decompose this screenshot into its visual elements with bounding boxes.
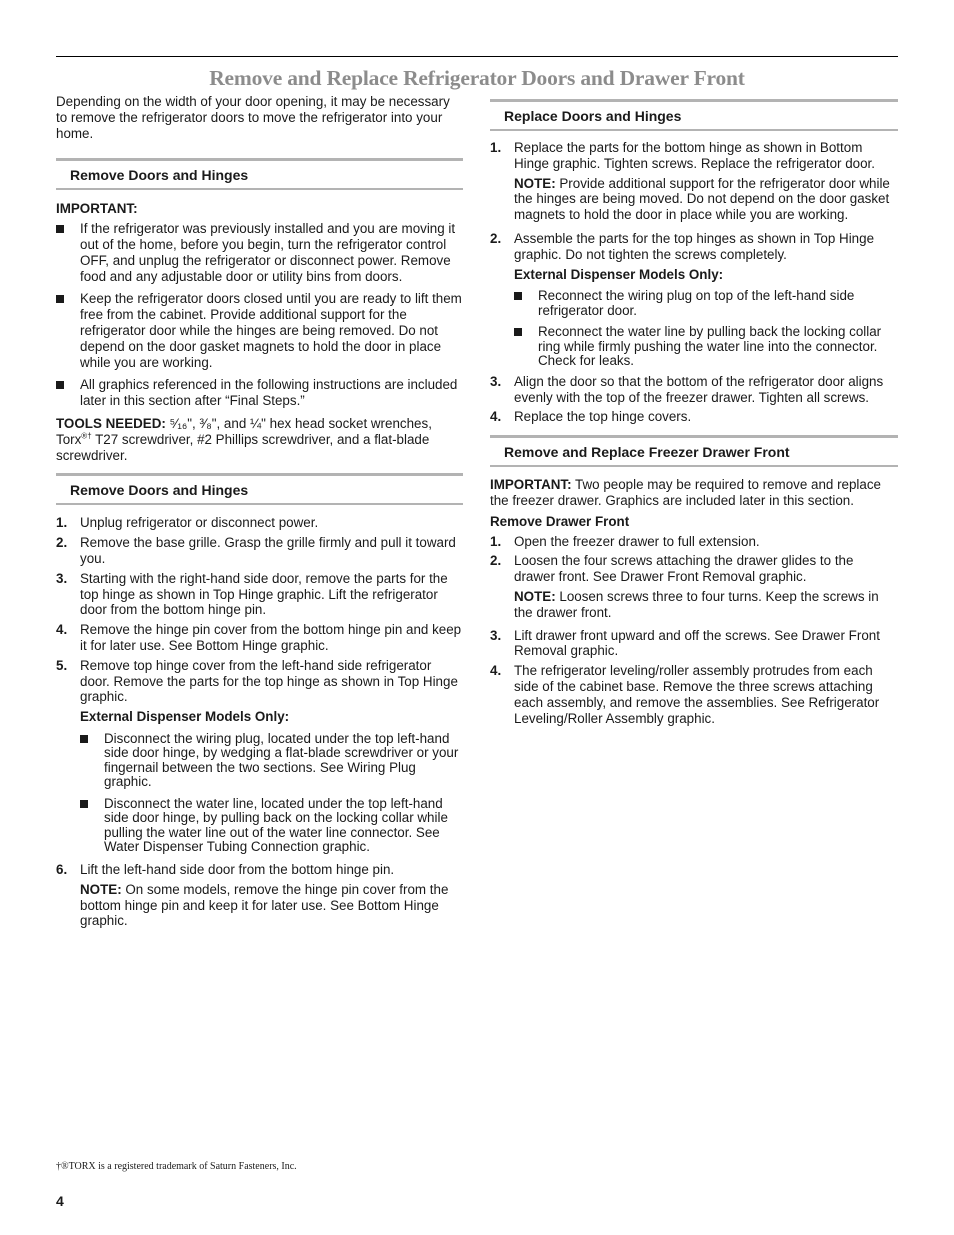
top-rule [56,56,898,57]
step-item: 1. Unplug refrigerator or disconnect power. [56,515,319,531]
square-bullet-icon [56,295,64,303]
step-item: 6. Lift the left-hand side door from the bottom hinge pin. NOTE: On some models, remove the hinge pin cover from the bottom hinge pin and keep it for later use. See Bottom Hinge graphic. [56,862,463,929]
page-title: Remove and Replace Refrigerator Doors and Drawer Front [209,66,745,90]
note-paragraph: NOTE: On some models, remove the hinge pin cover from the bottom hinge pin and keep it for later use. See Bottom Hinge graphic. [80,881,449,929]
intro-paragraph: Depending on the width of your door opening, it may be necessary to remove the refrigerator doors to move the refrigerator into your home. [56,94,450,141]
step-item: 3. Starting with the right-hand side door, remove the parts for the top hinge as shown in Top Hinge graphic. Lift the refrigerator door from the bottom hinge pin. [56,570,448,618]
replace-steps-list [490,140,898,425]
note-paragraph: NOTE: Provide additional support for the refrigerator door while the hinges are being moved. Do not depend on the door gasket magnets to hold the door in place while you are working. [514,175,890,223]
right-column [490,99,898,726]
step-item: 1. Open the freezer drawer to full extension. [490,533,760,549]
section-heading-freezer-drawer: Remove and Replace Freezer Drawer Front [490,435,898,467]
dispenser-list [514,289,898,369]
models-label: External Dispenser Models Only: [80,709,290,725]
list-item: Keep the refrigerator doors closed until you are ready to lift them free from the cabinet. Provide additional support for the refrigerator door while the hinges are being removed. Do not depend on the door gasket magnets to hold the door in place while you are working. [56,291,463,370]
trademark-footnote: †®TORX is a registered trademark of Saturn Fasteners, Inc. [56,1161,297,1172]
square-bullet-icon [80,735,88,743]
models-label: External Dispenser Models Only: [514,266,724,282]
square-bullet-icon [514,292,522,300]
list-item: All graphics referenced in the following instructions are included later in this section after “Final Steps.” [56,377,463,409]
step-item: 4. The refrigerator leveling/roller assembly protrudes from each side of the cabinet base. Remove the three screws attaching each assembly, and remove the assemblies. See Refrigerator Leveling/Roller Assembly graphic. [490,663,880,726]
step-item: 2. Remove the base grille. Grasp the grille firmly and pull it toward you. [56,535,456,566]
step-item: 3. Align the door so that the bottom of the refrigerator door aligns evenly with the top of the freezer drawer. Tighten all screws. [490,373,884,405]
list-item: Disconnect the water line, located under the top left-hand side door hinge, by pulling back on the locking collar while pulling the water line out of the water line connector. See Water Dispenser Tubing Connection graphic. [80,797,463,855]
page-number: 4 [56,1193,64,1209]
important-paragraph: IMPORTANT: Two people may be required to remove and replace the freezer drawer. Graphics are included later in this section. [490,477,881,509]
step-item: 3. Lift drawer front upward and off the screws. See Drawer Front Removal graphic. [490,627,880,659]
step-item: 2. Assemble the parts for the top hinges as shown in Top Hinge graphic. Do not tighten the screws completely. External Dispenser Models Only: Reconnect the wiring plug on top of the left-hand side refrigerator door. Reconnect the water line by pulling back the locking collar ring while firmly pushing the water line into the connector. Check for leaks. [490,231,898,369]
square-bullet-icon [56,225,64,233]
list-item: Reconnect the wiring plug on top of the left-hand side refrigerator door. [514,289,898,318]
section-heading-replace-doors: Replace Doors and Hinges [490,99,898,131]
step-item: 5. Remove top hinge cover from the left-hand side refrigerator door. Remove the parts for the top hinge as shown in Top Hinge graphic. External Dispenser Models Only: Disconnect the wiring plug, located under the top left-hand side door hinge, by wedging a flat-blade screwdriver or your fingernail between the two sections. See Wiring Plug graphic. Disconnect the water line, located under the top left-hand side door hinge, by pulling back on the locking collar while pulling the water line out of the water line connector. See Water Dispenser Tubing Connection graphic. [56,658,463,855]
section-heading-remove-doors: Remove Doors and Hinges [56,158,463,190]
list-item: Disconnect the wiring plug, located under the top left-hand side door hinge, by wedging a flat-blade screwdriver or your fingernail between the two sections. See Wiring Plug graphic. [80,732,463,790]
tools-needed-paragraph: TOOLS NEEDED: ⁵⁄₁₆", ³⁄₈", and ¼" hex head socket wrenches, Torx®† T27 screwdriver, #2 Phillips screwdriver, and a flat-blade screwdriver. [56,415,432,463]
step-item: 2. Loosen the four screws attaching the drawer glides to the drawer front. See Drawer Front Removal graphic. NOTE: Loosen screws three to four turns. Keep the screws in the drawer front. [490,553,898,620]
remove-drawer-label: Remove Drawer Front [490,513,630,529]
drawer-steps-list [490,534,898,727]
remove-steps-list [56,515,463,929]
square-bullet-icon [56,381,64,389]
square-bullet-icon [514,328,522,336]
list-item: If the refrigerator was previously installed and you are moving it out of the home, before you begin, turn the refrigerator control OFF, and unplug the refrigerator or disconnect power. Remove food and any adjustable door or utility bins from doors. [56,221,463,284]
square-bullet-icon [80,800,88,808]
note-paragraph: NOTE: Loosen screws three to four turns. Keep the screws in the drawer front. [514,589,879,620]
step-item: 4. Remove the hinge pin cover from the bottom hinge pin and keep it for later use. See Bottom Hinge graphic. [56,622,462,653]
step-item: 4. Replace the top hinge covers. [490,409,692,425]
step-item: 1. Replace the parts for the bottom hinge as shown in Bottom Hinge graphic. Tighten screws. Replace the refrigerator door. NOTE: Provide additional support for the refrigerator door while the hinges are being moved. Do not depend on the door gasket magnets to hold the door in place while you are working. [490,140,898,223]
list-item: Reconnect the water line by pulling back the locking collar ring while firmly pushing the water line into the connector. Check for leaks. [514,325,898,369]
important-list [56,221,463,409]
section-heading-remove-doors-steps: Remove Doors and Hinges [56,473,463,505]
important-label: IMPORTANT: [56,201,138,217]
left-column [56,93,463,929]
dispenser-list [80,732,463,855]
